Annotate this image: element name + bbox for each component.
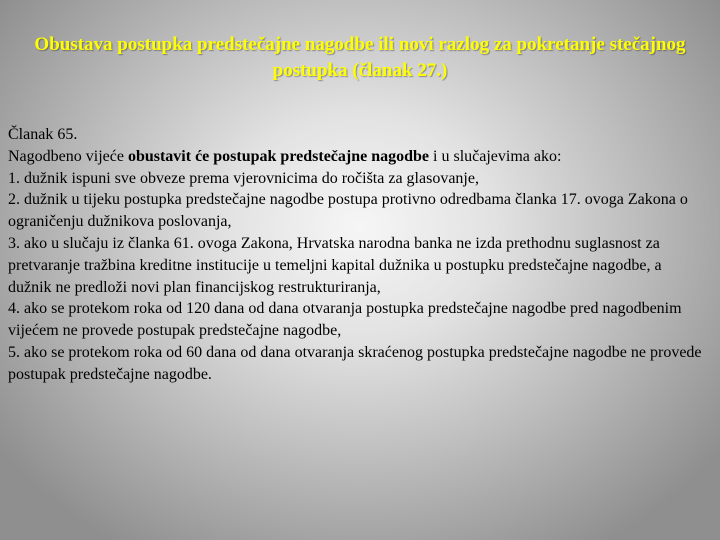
list-item-4: 4. ako se protekom roka od 120 dana od dana otvaranja postupka predstečajne nagodbe pred nagodbenim vijećem ne provede postupak predstečajne nagodbe, [8, 300, 682, 340]
list-item-2: 2. dužnik u tijeku postupka predstečajne nagodbe postupa protivno odredbama članka 17. ovoga Zakona o ograničenju dužnikova poslovanja, [8, 191, 688, 231]
slide-title: Obustava postupka predstečajne nagodbe ili novi razlog za pokretanje stečajnog postupka (članak 27.) [34, 34, 686, 81]
intro-text-end: i u slučajevima ako: [429, 147, 562, 165]
intro-paragraph [8, 146, 708, 168]
list-item-1: 1. dužnik ispuni sve obveze prema vjerovnicima do ročišta za glasovanje, [8, 169, 479, 187]
article-heading: Članak 65. [8, 126, 78, 143]
intro-text-start: Nagodbeno vijeće [8, 147, 128, 165]
list-item-5: 5. ako se protekom roka od 60 dana od dana otvaranja skraćenog postupka predstečajne nagodbe ne provede postupak predstečajne nagodbe. [8, 343, 702, 383]
slide-body [8, 124, 708, 386]
intro-text-bold: obustavit će postupak predstečajne nagodbe [127, 147, 430, 165]
list-item-3: 3. ako u slučaju iz članka 61. ovoga Zakona, Hrvatska narodna banka ne izda prethodnu suglasnost za pretvaranje tražbina kreditne institucije u temeljni kapital dužnika u postupku predstečajne nagodbe, a dužnik ne predloži novi plan financijskog restrukturiranja, [8, 234, 662, 296]
